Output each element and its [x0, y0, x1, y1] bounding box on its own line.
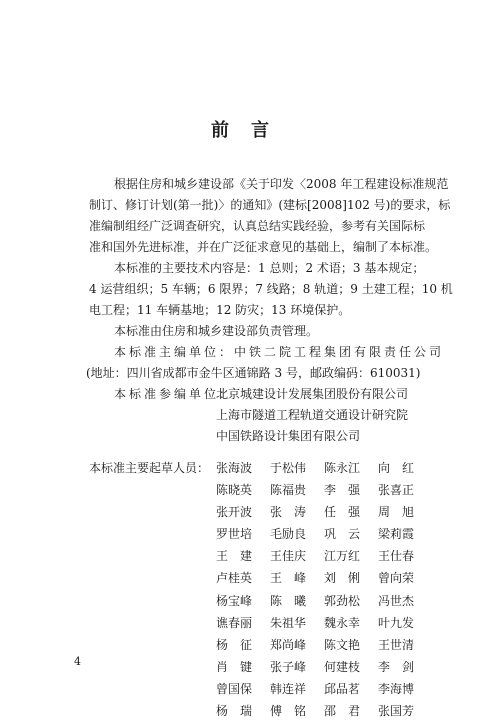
participants-label-text: 本标准参编单位： [114, 387, 235, 401]
drafters-row [216, 701, 432, 723]
drafter-name: 王 峰 [270, 571, 307, 586]
drafters-row [216, 480, 432, 502]
title-char-2: 言 [251, 120, 269, 141]
participant-unit: 北京城建设计发展集团股份有限公司 [216, 387, 409, 401]
intro-line: 制订、修订计划(第一批)〉的通知》(建标[2008]102 号)的要求，标 [89, 198, 451, 212]
drafter-name: 张开波 [216, 505, 253, 520]
drafter-name: 郭劲松 [324, 593, 361, 608]
contents-line: 电工程；11 车辆基地；12 防灾；13 环境保护。 [89, 303, 351, 317]
drafter-name: 魏永幸 [324, 615, 361, 630]
management-text: 本标准由住房和城乡建设部负责管理。 [114, 324, 319, 338]
contents-line: 4 运营组织；5 车辆；6 限界；7 线路；8 轨道；9 土建工程；10 机 [89, 282, 453, 296]
drafter-name: 张海波 [216, 461, 253, 475]
chief-editor-address: (地址：四川省成都市金牛区通锦路 3 号，邮政编码：610031) [86, 366, 421, 380]
drafter-name: 巩 云 [324, 527, 361, 542]
drafter-name: 何建枝 [324, 659, 361, 674]
intro-line: 准和国外先进标准，并在广泛征求意见的基础上，编制了本标准。 [89, 240, 438, 254]
intro-line: 准编制组经广泛调查研究，认真总结实践经验，参考有关国际标 [89, 219, 426, 233]
drafter-name: 任 强 [324, 505, 361, 520]
drafter-name: 陈 曦 [270, 593, 307, 608]
drafter-name: 张子峰 [270, 659, 307, 674]
drafter-name: 王 建 [216, 549, 253, 564]
drafter-name: 张国芳 [378, 704, 415, 719]
drafter-name: 李海博 [378, 681, 415, 696]
drafters-row [216, 635, 432, 657]
drafter-name: 张 涛 [270, 505, 307, 520]
drafter-name: 梁莉霞 [378, 527, 415, 542]
drafter-name: 王世清 [378, 637, 415, 652]
drafter-name: 谯春丽 [216, 615, 253, 630]
page-title [0, 116, 480, 142]
participant-unit: 中国铁路设计集团有限公司 [216, 429, 361, 443]
drafter-name: 毛励良 [270, 527, 307, 542]
drafter-name: 韩连祥 [270, 681, 307, 696]
drafter-name: 朱祖华 [270, 615, 307, 630]
drafters-row [216, 657, 432, 679]
drafters-row [216, 591, 432, 613]
chief-editor-label: 本标准主编单位： [114, 345, 235, 359]
chief-editor-unit: 中铁二院工程集团有限责任公司 [234, 345, 445, 359]
contents-line: 本标准的主要技术内容是：1 总则；2 术语；3 基本规定； [114, 261, 425, 275]
intro-line: 根据住房和城乡建设部《关于印发〈2008 年工程建设标准规范 [114, 177, 449, 191]
drafter-name: 曾国保 [216, 681, 253, 696]
drafter-name: 周 旭 [378, 505, 415, 520]
drafters-label: 本标准主要起草人员： [89, 461, 210, 475]
drafter-name: 陈晓英 [216, 483, 253, 498]
drafter-name: 陈福贵 [270, 483, 307, 498]
drafters-row [216, 524, 432, 546]
drafter-name: 叶九发 [378, 615, 415, 630]
title-char-1: 前 [211, 120, 229, 141]
drafter-name: 肖 键 [216, 659, 253, 674]
drafter-name: 于松伟 [270, 461, 307, 475]
drafter-name: 李 强 [324, 483, 361, 498]
drafter-name: 王仕春 [378, 549, 415, 564]
drafter-name: 卢桂英 [216, 571, 253, 586]
chief-editor-row [114, 342, 444, 363]
drafter-name: 曾向荣 [378, 571, 415, 586]
drafter-name: 向 红 [378, 461, 415, 475]
drafters-list [216, 458, 432, 723]
drafter-name: 李 剑 [378, 659, 415, 674]
management-paragraph [89, 321, 425, 342]
drafters-row [216, 458, 432, 480]
intro-paragraph [89, 174, 451, 258]
drafter-name: 杨 瑞 [216, 704, 253, 719]
drafter-name: 陈文艳 [324, 637, 361, 652]
drafter-name: 罗世培 [216, 527, 253, 542]
drafter-name: 杨宝峰 [216, 593, 253, 608]
drafters-row [216, 613, 432, 635]
drafter-name: 江万红 [324, 549, 361, 564]
drafter-name: 刘 俐 [324, 571, 361, 586]
drafter-name: 郑尚峰 [270, 637, 307, 652]
participant-unit: 上海市隧道工程轨道交通设计研究院 [216, 408, 409, 422]
page-number: 4 [74, 655, 81, 668]
drafters-row [216, 679, 432, 701]
drafter-name: 傅 铭 [270, 704, 307, 719]
drafter-name: 邱品茗 [324, 681, 361, 696]
contents-paragraph [89, 258, 453, 321]
drafters-row [216, 502, 432, 524]
drafter-name: 邵 君 [324, 704, 361, 719]
drafter-name: 杨 征 [216, 637, 253, 652]
drafters-row [216, 546, 432, 568]
drafters-row [216, 568, 432, 590]
drafter-name: 张喜正 [378, 483, 415, 498]
drafter-name: 王佳庆 [270, 549, 307, 564]
drafter-name: 陈永江 [324, 461, 361, 475]
drafter-name: 冯世杰 [378, 593, 415, 608]
